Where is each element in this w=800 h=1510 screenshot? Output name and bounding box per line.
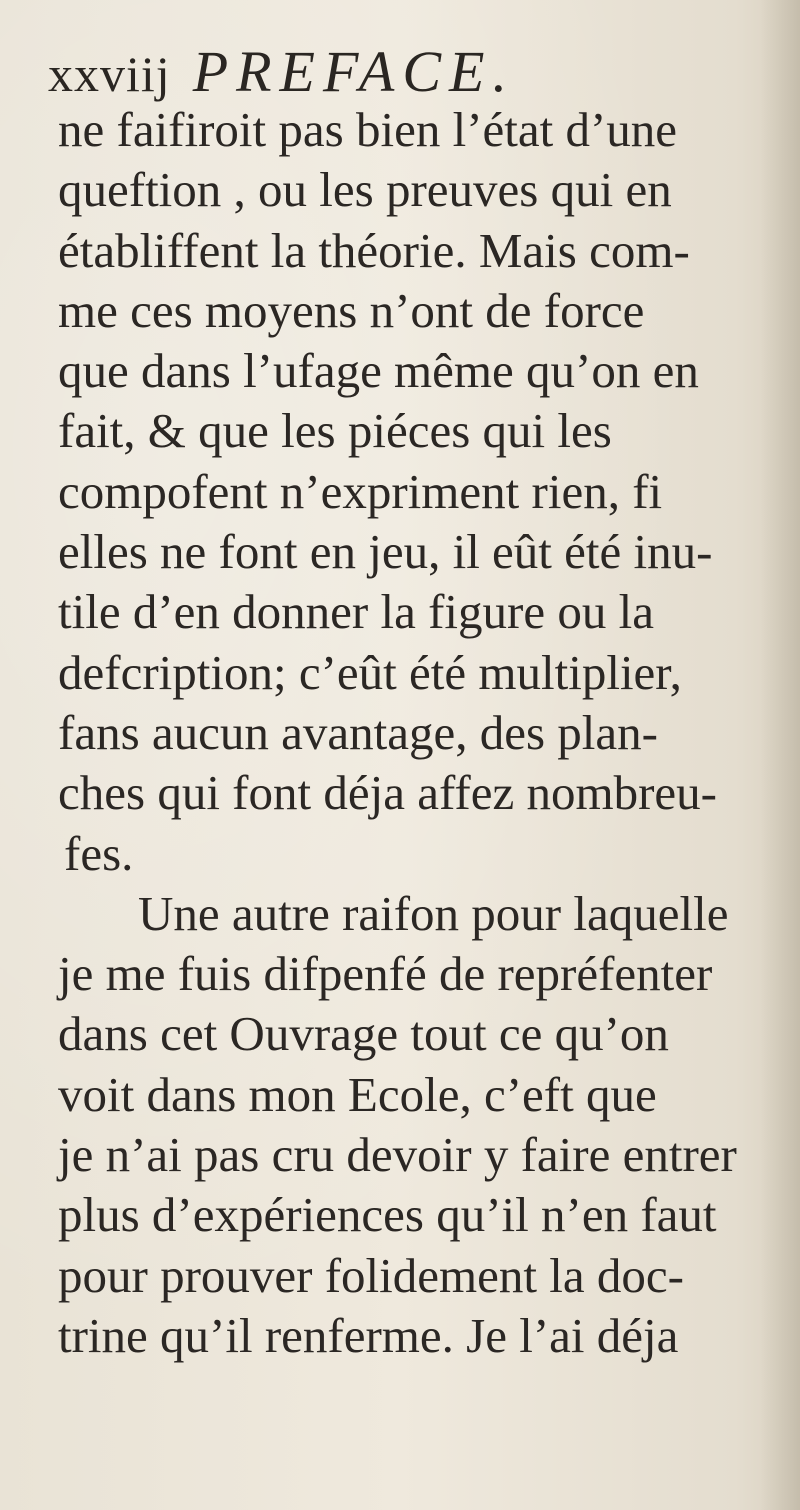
text-line: defcription; c’eût été multiplier, xyxy=(58,644,682,700)
text-line: que dans l’ufage même qu’on en xyxy=(58,343,699,399)
text-line: elles ne font en jeu, il eût été inu- xyxy=(58,524,713,580)
text-line: je n’ai pas cru devoir y faire entrer xyxy=(58,1127,737,1183)
text-line: plus d’expériences qu’il n’en faut xyxy=(58,1187,717,1243)
text-line: ches qui font déja affez nombreu- xyxy=(58,765,717,821)
text-line: fait, & que les piéces qui les xyxy=(58,403,612,459)
text-line: voit dans mon Ecole, c’eft que xyxy=(58,1066,657,1122)
text-line: pour prouver folidement la doc- xyxy=(58,1247,684,1303)
text-line: établiffent la théorie. Mais com- xyxy=(58,222,690,278)
text-line: ne faifiroit pas bien l’état d’une xyxy=(58,102,678,157)
page-number: xxviij xyxy=(48,46,171,102)
body-text xyxy=(58,100,798,1366)
text-line: tile d’en donner la figure ou la xyxy=(58,584,654,640)
text-line: trine qu’il renferme. Je l’ai déja xyxy=(58,1307,679,1363)
text-line: dans cet Ouvrage tout ce qu’on xyxy=(58,1006,669,1062)
page-header xyxy=(48,38,515,105)
text-line: fes. xyxy=(64,825,134,881)
text-line: compofent n’expriment rien, fi xyxy=(58,463,663,519)
text-line: queftion , ou les preuves qui en xyxy=(58,162,672,218)
text-line: je me fuis difpenfé de repréfenter xyxy=(58,946,713,1002)
paragraph-start-line: Une autre raifon pour laquelle xyxy=(138,885,729,941)
text-line: me ces moyens n’ont de force xyxy=(58,282,645,338)
running-head: PREFACE. xyxy=(192,39,515,104)
text-line: fans aucun avantage, des plan- xyxy=(58,704,658,760)
